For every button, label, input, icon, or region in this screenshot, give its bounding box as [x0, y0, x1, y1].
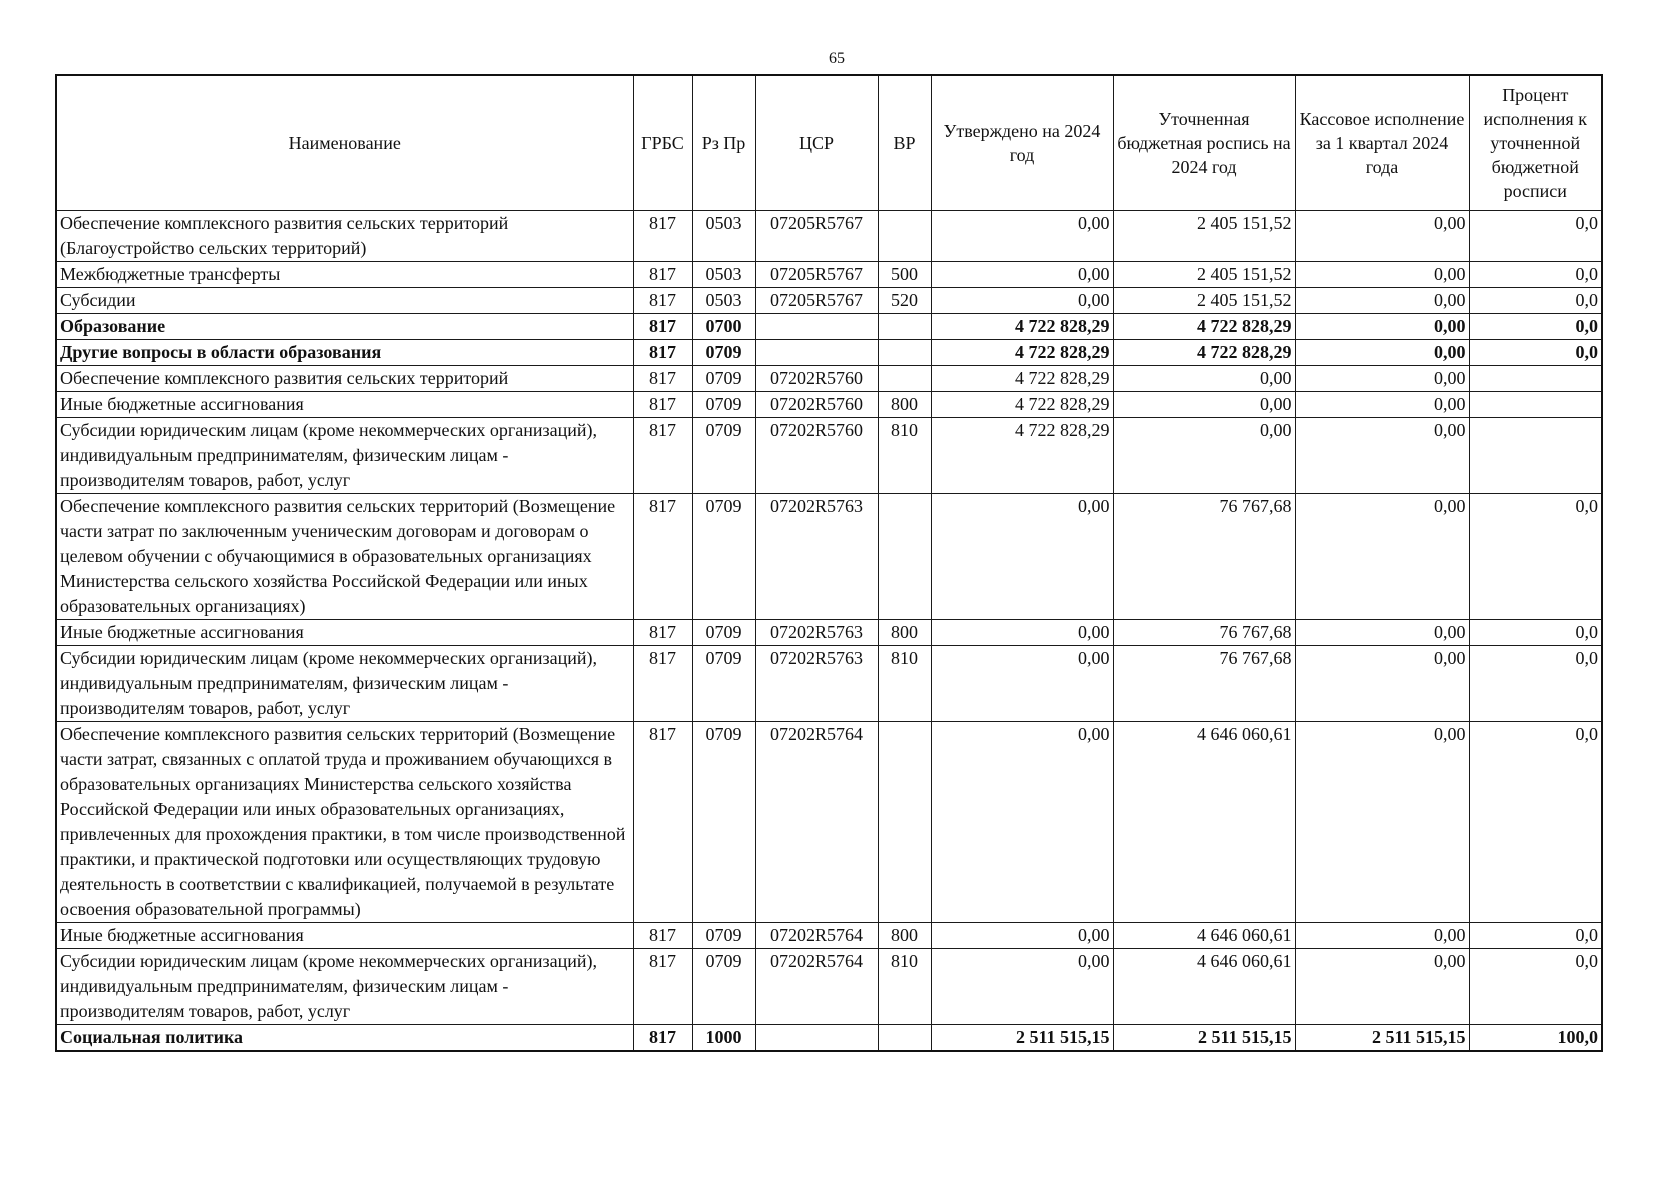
cell-rzpr: 0709: [692, 646, 755, 722]
cell-refined: 4 722 828,29: [1113, 314, 1295, 340]
cell-name: Субсидии: [56, 288, 633, 314]
cell-cash: 0,00: [1295, 646, 1469, 722]
cell-name: Субсидии юридическим лицам (кроме некоммерческих организаций), индивидуальным предпринимателям, физическим лицам - производителям товаров, работ, услуг: [56, 949, 633, 1025]
cell-vr: [878, 1025, 931, 1052]
cell-percent: 0,0: [1469, 288, 1602, 314]
cell-cash: 0,00: [1295, 418, 1469, 494]
cell-vr: [878, 314, 931, 340]
cell-percent: 0,0: [1469, 646, 1602, 722]
table-body: [56, 211, 1602, 1052]
cell-rzpr: 0709: [692, 949, 755, 1025]
cell-percent: 0,0: [1469, 211, 1602, 262]
cell-vr: [878, 211, 931, 262]
cell-grbs: 817: [633, 949, 692, 1025]
budget-table: [55, 74, 1603, 1052]
cell-csr: [755, 314, 878, 340]
table-row: [56, 314, 1602, 340]
cell-rzpr: 0503: [692, 262, 755, 288]
cell-percent: 100,0: [1469, 1025, 1602, 1052]
cell-rzpr: 1000: [692, 1025, 755, 1052]
cell-vr: [878, 722, 931, 923]
header-vr: ВР: [878, 75, 931, 211]
cell-vr: 810: [878, 418, 931, 494]
table-row: [56, 722, 1602, 923]
cell-rzpr: 0709: [692, 722, 755, 923]
table-row: [56, 288, 1602, 314]
header-approved: Утверждено на 2024 год: [931, 75, 1113, 211]
cell-csr: 07202R5763: [755, 494, 878, 620]
cell-name: Обеспечение комплексного развития сельских территорий: [56, 366, 633, 392]
table-row: [56, 1025, 1602, 1052]
header-csr: ЦСР: [755, 75, 878, 211]
cell-vr: 500: [878, 262, 931, 288]
cell-cash: 0,00: [1295, 392, 1469, 418]
table-row: [56, 262, 1602, 288]
cell-vr: [878, 494, 931, 620]
table-row: [56, 392, 1602, 418]
cell-grbs: 817: [633, 1025, 692, 1052]
cell-cash: 0,00: [1295, 366, 1469, 392]
cell-grbs: 817: [633, 211, 692, 262]
cell-approved: 0,00: [931, 211, 1113, 262]
cell-grbs: 817: [633, 314, 692, 340]
cell-approved: 4 722 828,29: [931, 340, 1113, 366]
cell-csr: [755, 340, 878, 366]
cell-rzpr: 0709: [692, 418, 755, 494]
cell-rzpr: 0503: [692, 211, 755, 262]
cell-name: Иные бюджетные ассигнования: [56, 392, 633, 418]
cell-rzpr: 0709: [692, 923, 755, 949]
header-percent: Процент исполнения к уточненной бюджетной росписи: [1469, 75, 1602, 211]
cell-grbs: 817: [633, 620, 692, 646]
table-row: [56, 211, 1602, 262]
cell-refined: 2 405 151,52: [1113, 262, 1295, 288]
cell-refined: 76 767,68: [1113, 494, 1295, 620]
cell-vr: [878, 340, 931, 366]
cell-percent: [1469, 366, 1602, 392]
cell-grbs: 817: [633, 646, 692, 722]
cell-csr: [755, 1025, 878, 1052]
cell-csr: 07202R5764: [755, 923, 878, 949]
cell-vr: 520: [878, 288, 931, 314]
cell-name: Обеспечение комплексного развития сельских территорий (Благоустройство сельских территорий): [56, 211, 633, 262]
table-row: [56, 340, 1602, 366]
cell-refined: 4 646 060,61: [1113, 923, 1295, 949]
cell-vr: 800: [878, 620, 931, 646]
cell-grbs: 817: [633, 418, 692, 494]
cell-vr: 800: [878, 392, 931, 418]
cell-refined: 0,00: [1113, 366, 1295, 392]
cell-refined: 0,00: [1113, 418, 1295, 494]
cell-grbs: 817: [633, 366, 692, 392]
cell-approved: 0,00: [931, 288, 1113, 314]
table-row: [56, 923, 1602, 949]
cell-refined: 4 646 060,61: [1113, 722, 1295, 923]
cell-approved: 0,00: [931, 262, 1113, 288]
header-rzpr: Рз Пр: [692, 75, 755, 211]
cell-csr: 07205R5767: [755, 262, 878, 288]
cell-csr: 07202R5760: [755, 366, 878, 392]
cell-approved: 0,00: [931, 722, 1113, 923]
cell-approved: 0,00: [931, 646, 1113, 722]
header-grbs: ГРБС: [633, 75, 692, 211]
cell-percent: 0,0: [1469, 314, 1602, 340]
cell-name: Иные бюджетные ассигнования: [56, 923, 633, 949]
table-row: [56, 949, 1602, 1025]
table-row: [56, 366, 1602, 392]
cell-percent: 0,0: [1469, 620, 1602, 646]
cell-csr: 07202R5763: [755, 620, 878, 646]
cell-csr: 07202R5764: [755, 949, 878, 1025]
cell-approved: 0,00: [931, 494, 1113, 620]
cell-cash: 0,00: [1295, 211, 1469, 262]
cell-percent: 0,0: [1469, 923, 1602, 949]
cell-grbs: 817: [633, 923, 692, 949]
cell-csr: 07202R5763: [755, 646, 878, 722]
cell-percent: 0,0: [1469, 949, 1602, 1025]
cell-refined: 4 722 828,29: [1113, 340, 1295, 366]
cell-percent: 0,0: [1469, 494, 1602, 620]
cell-grbs: 817: [633, 392, 692, 418]
cell-refined: 2 511 515,15: [1113, 1025, 1295, 1052]
page-number: 65: [829, 50, 845, 67]
cell-cash: 0,00: [1295, 288, 1469, 314]
cell-approved: 4 722 828,29: [931, 366, 1113, 392]
cell-cash: 0,00: [1295, 949, 1469, 1025]
cell-approved: 0,00: [931, 949, 1113, 1025]
cell-rzpr: 0503: [692, 288, 755, 314]
cell-grbs: 817: [633, 288, 692, 314]
cell-grbs: 817: [633, 722, 692, 923]
cell-csr: 07202R5760: [755, 418, 878, 494]
cell-approved: 2 511 515,15: [931, 1025, 1113, 1052]
cell-cash: 0,00: [1295, 620, 1469, 646]
cell-grbs: 817: [633, 262, 692, 288]
table-row: [56, 494, 1602, 620]
cell-vr: [878, 366, 931, 392]
cell-csr: 07205R5767: [755, 288, 878, 314]
cell-cash: 0,00: [1295, 923, 1469, 949]
header-cash: Кассовое исполнение за 1 квартал 2024 года: [1295, 75, 1469, 211]
cell-percent: 0,0: [1469, 262, 1602, 288]
cell-vr: 800: [878, 923, 931, 949]
cell-cash: 0,00: [1295, 262, 1469, 288]
cell-percent: [1469, 418, 1602, 494]
cell-cash: 0,00: [1295, 340, 1469, 366]
cell-name: Субсидии юридическим лицам (кроме некоммерческих организаций), индивидуальным предпринимателям, физическим лицам - производителям товаров, работ, услуг: [56, 646, 633, 722]
cell-name: Межбюджетные трансферты: [56, 262, 633, 288]
cell-name: Социальная политика: [56, 1025, 633, 1052]
cell-refined: 76 767,68: [1113, 620, 1295, 646]
cell-approved: 4 722 828,29: [931, 392, 1113, 418]
header-name: Наименование: [56, 75, 633, 211]
cell-grbs: 817: [633, 340, 692, 366]
table-row: [56, 620, 1602, 646]
cell-refined: 76 767,68: [1113, 646, 1295, 722]
cell-percent: 0,0: [1469, 340, 1602, 366]
cell-csr: 07202R5760: [755, 392, 878, 418]
cell-cash: 0,00: [1295, 494, 1469, 620]
cell-vr: 810: [878, 646, 931, 722]
cell-approved: 4 722 828,29: [931, 314, 1113, 340]
cell-approved: 4 722 828,29: [931, 418, 1113, 494]
cell-rzpr: 0709: [692, 340, 755, 366]
cell-csr: 07202R5764: [755, 722, 878, 923]
cell-name: Обеспечение комплексного развития сельских территорий (Возмещение части затрат по заключенным ученическим договорам и договорам о целевом обучении с обучающимися в образовательных организациях Министерства сельского хозяйства Российской Федерации или иных образовательных организациях): [56, 494, 633, 620]
cell-rzpr: 0709: [692, 494, 755, 620]
cell-name: Образование: [56, 314, 633, 340]
cell-refined: 0,00: [1113, 392, 1295, 418]
cell-refined: 2 405 151,52: [1113, 288, 1295, 314]
cell-percent: [1469, 392, 1602, 418]
cell-rzpr: 0700: [692, 314, 755, 340]
cell-rzpr: 0709: [692, 392, 755, 418]
cell-percent: 0,0: [1469, 722, 1602, 923]
cell-rzpr: 0709: [692, 620, 755, 646]
cell-name: Обеспечение комплексного развития сельских территорий (Возмещение части затрат, связанных с оплатой труда и проживанием обучающихся в образовательных организациях Министерства сельского хозяйства Российской Федерации или иных образовательных организациях, привлеченных для прохождения практики, в том числе производственной практики, и практической подготовки или осуществляющих трудовую деятельность в соответствии с квалификацией, получаемой в результате освоения образовательной программы): [56, 722, 633, 923]
cell-name: Другие вопросы в области образования: [56, 340, 633, 366]
table-row: [56, 418, 1602, 494]
header-row: [56, 75, 1602, 211]
header-refined: Уточненная бюджетная роспись на 2024 год: [1113, 75, 1295, 211]
cell-refined: 4 646 060,61: [1113, 949, 1295, 1025]
cell-rzpr: 0709: [692, 366, 755, 392]
cell-grbs: 817: [633, 494, 692, 620]
cell-csr: 07205R5767: [755, 211, 878, 262]
cell-name: Иные бюджетные ассигнования: [56, 620, 633, 646]
cell-vr: 810: [878, 949, 931, 1025]
cell-approved: 0,00: [931, 620, 1113, 646]
cell-refined: 2 405 151,52: [1113, 211, 1295, 262]
cell-name: Субсидии юридическим лицам (кроме некоммерческих организаций), индивидуальным предпринимателям, физическим лицам - производителям товаров, работ, услуг: [56, 418, 633, 494]
cell-cash: 0,00: [1295, 722, 1469, 923]
table-row: [56, 646, 1602, 722]
cell-approved: 0,00: [931, 923, 1113, 949]
cell-cash: 0,00: [1295, 314, 1469, 340]
cell-cash: 2 511 515,15: [1295, 1025, 1469, 1052]
